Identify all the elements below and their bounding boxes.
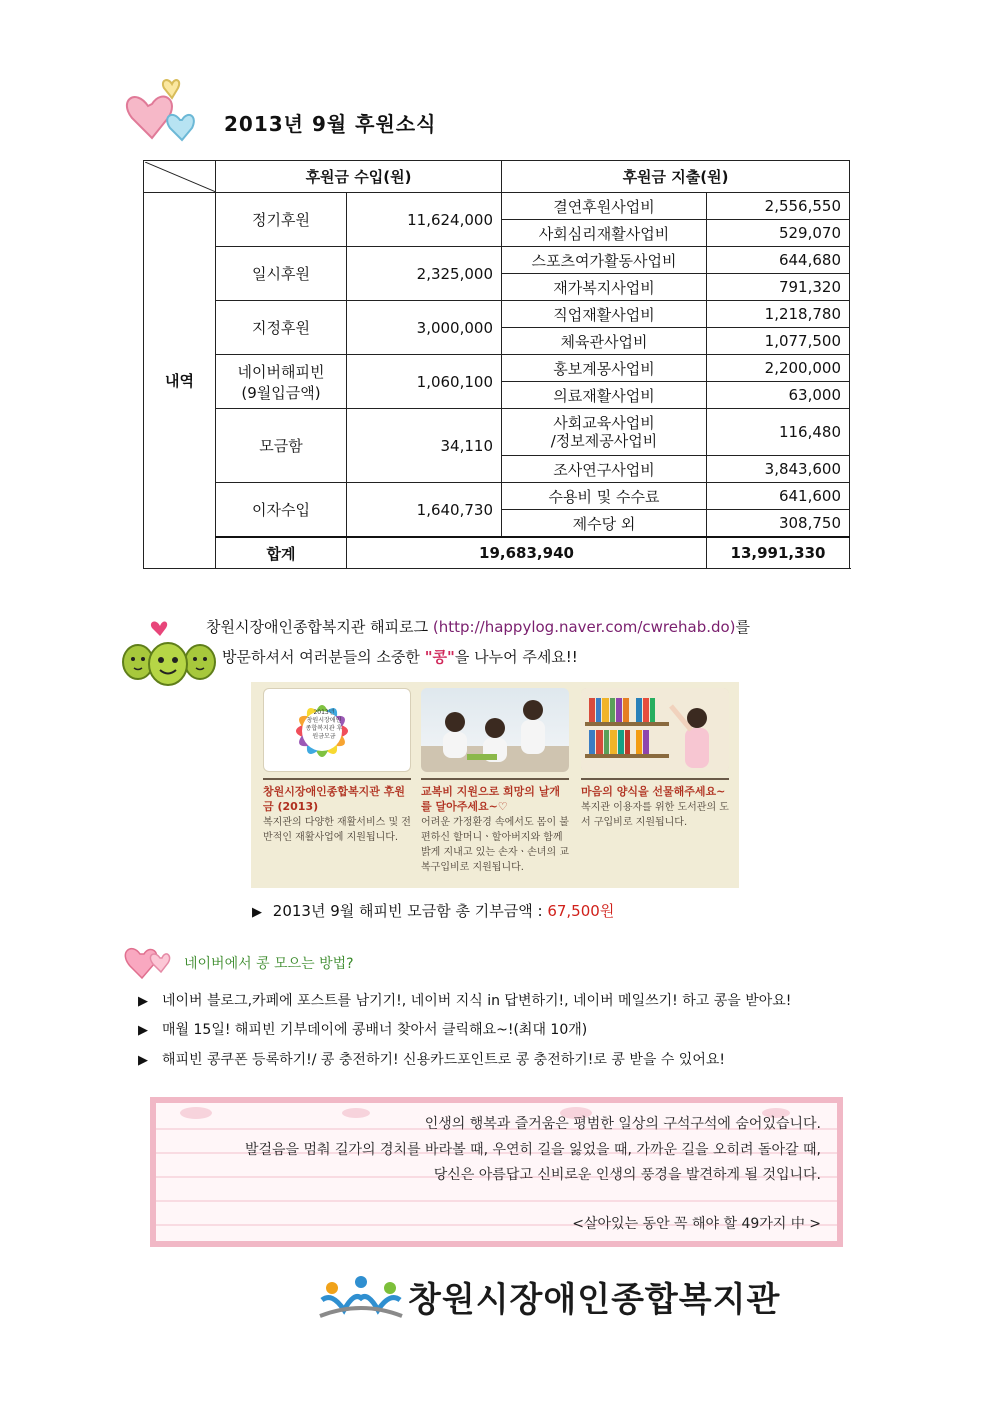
fundraising-image-caption — [304, 709, 344, 741]
total-label: 합계 — [216, 537, 347, 569]
income-amount: 2,325,000 — [347, 247, 502, 301]
happybean-total — [252, 900, 614, 921]
income-label: 정기후원 — [216, 193, 347, 247]
happylog-line2-prefix: 방문하셔서 여러분들의 소중한 — [222, 648, 420, 666]
expense-amount: 308,750 — [707, 510, 850, 538]
students-photo — [421, 688, 569, 772]
expense-label: 사회심리재활사업비 — [502, 220, 707, 247]
income-label-line2: (9월입금액) — [241, 383, 321, 402]
income-amount: 34,110 — [347, 409, 502, 483]
triangle-bullet-icon: ▶ — [138, 1023, 148, 1038]
total-income: 19,683,940 — [347, 537, 707, 569]
fundraising-image-sub: 창원시장애인종합복지관 후원금모금 — [305, 717, 343, 740]
total-row — [144, 537, 850, 569]
expense-label-line2: /정보제공사업비 — [550, 432, 658, 450]
card-divider — [421, 778, 569, 780]
table-row — [144, 483, 850, 510]
fundraising-image — [263, 688, 411, 772]
campaign-card-uniform[interactable] — [421, 688, 569, 875]
happylog-url-link[interactable]: (http://happylog.naver.com/cwrehab.do) — [432, 618, 736, 636]
income-label: 지정후원 — [216, 301, 347, 355]
table-row — [144, 409, 850, 456]
happybean-total-text: 2013년 9월 해피빈 모금함 총 기부금액 : — [272, 902, 543, 920]
pink-hearts-icon — [122, 940, 178, 980]
fundraising-image-title: 2013년 — [313, 709, 335, 716]
income-amount: 1,640,730 — [347, 483, 502, 538]
naver-section-title: 네이버에서 콩 모으는 방법? — [184, 956, 354, 972]
expense-label: 홍보계몽사업비 — [502, 355, 707, 382]
quote-line3: 당신은 아름답고 신비로운 인생의 풍경을 발견하게 될 것입니다. — [433, 1167, 821, 1183]
happylog-org: 창원시장애인종합복지관 해피로그 — [206, 618, 429, 636]
triangle-bullet-icon: ▶ — [252, 905, 262, 920]
expense-header: 후원금 지출(원) — [502, 161, 850, 193]
library-photo — [581, 688, 729, 772]
expense-label: 스포츠여가활동사업비 — [502, 247, 707, 274]
happybean-banner — [251, 682, 739, 888]
expense-amount: 641,600 — [707, 483, 850, 510]
expense-label — [502, 409, 707, 456]
expense-label-line1: 사회교육사업비 — [553, 414, 655, 432]
expense-label: 조사연구사업비 — [502, 456, 707, 483]
happybean-total-amount: 67,500원 — [547, 902, 615, 920]
table-row — [144, 301, 850, 328]
naver-bullet — [138, 1019, 587, 1039]
table-row — [144, 193, 850, 220]
card-description: 어려운 가정환경 속에서도 몸이 불편하신 할머니ㆍ할아버지와 함께 밝게 지내고 있는 손자ㆍ손녀의 교복구입비로 지원됩니다. — [421, 817, 569, 873]
campaign-card-library[interactable] — [581, 688, 729, 830]
expense-amount: 644,680 — [707, 247, 850, 274]
income-amount: 11,624,000 — [347, 193, 502, 247]
bean-characters-icon — [118, 614, 218, 692]
diagonal-line — [145, 162, 216, 192]
card-title: 창원시장애인종합복지관 후원금 (2013) — [263, 785, 405, 813]
happylog-line2 — [222, 646, 578, 667]
naver-bullet — [138, 1049, 725, 1069]
expense-label: 제수당 외 — [502, 510, 707, 538]
happylog-line1-suffix: 를 — [735, 618, 751, 636]
expense-amount: 2,556,550 — [707, 193, 850, 220]
card-divider — [263, 778, 411, 780]
naver-bullet-text: 네이버 블로그,카페에 포스트를 남기기!, 네이버 지식 in 답변하기!, 네이버 메일쓰기! 하고 콩을 받아요! — [162, 993, 792, 1009]
expense-label: 의료재활사업비 — [502, 382, 707, 409]
expense-amount: 791,320 — [707, 274, 850, 301]
row-label: 내역 — [144, 193, 216, 569]
income-amount: 1,060,100 — [347, 355, 502, 409]
naver-bullet-text: 해피빈 콩쿠폰 등록하기!/ 콩 충전하기! 신용카드포인트로 콩 충전하기!로 콩 받을 수 있어요! — [162, 1052, 725, 1068]
expense-amount: 1,077,500 — [707, 328, 850, 355]
card-description: 복지관 이용자를 위한 도서관의 도서 구입비로 지원됩니다. — [581, 802, 729, 828]
quote-source: <살아있는 동안 꼭 해야 할 49가지 中 > — [572, 1216, 821, 1232]
happylog-line2-suffix: 을 나누어 주세요!! — [454, 648, 578, 666]
expense-label: 결연후원사업비 — [502, 193, 707, 220]
org-name-logo: 창원시장애인종합복지관 — [408, 1280, 781, 1320]
expense-amount: 63,000 — [707, 382, 850, 409]
org-logo-icon — [318, 1270, 404, 1322]
expense-label: 직업재활사업비 — [502, 301, 707, 328]
naver-bullet — [138, 990, 791, 1010]
expense-amount: 2,200,000 — [707, 355, 850, 382]
income-label: 이자수입 — [216, 483, 347, 538]
income-label: 모금함 — [216, 409, 347, 483]
table-header-row — [144, 161, 850, 193]
expense-amount: 116,480 — [707, 409, 850, 456]
triangle-bullet-icon: ▶ — [138, 994, 148, 1009]
expense-amount: 3,843,600 — [707, 456, 850, 483]
kong-word: "콩" — [424, 648, 455, 666]
card-divider — [581, 778, 729, 780]
quote-line1: 인생의 행복과 즐거움은 평범한 일상의 구석구석에 숨어있습니다. — [424, 1116, 821, 1132]
card-title: 마음의 양식을 선물해주세요~ — [581, 785, 726, 798]
expense-label: 수용비 및 수수료 — [502, 483, 707, 510]
income-label — [216, 355, 347, 409]
quote-line2: 발걸음을 멈춰 길가의 경치를 바라볼 때, 우연히 길을 잃었을 때, 가까운 길을 오히려 돌아갈 때, — [244, 1142, 821, 1158]
expense-label: 재가복지사업비 — [502, 274, 707, 301]
income-header: 후원금 수입(원) — [216, 161, 502, 193]
expense-amount: 529,070 — [707, 220, 850, 247]
finance-table — [143, 160, 850, 569]
total-expense: 13,991,330 — [707, 537, 850, 569]
triangle-bullet-icon: ▶ — [138, 1053, 148, 1068]
expense-amount: 1,218,780 — [707, 301, 850, 328]
income-amount: 3,000,000 — [347, 301, 502, 355]
income-label: 일시후원 — [216, 247, 347, 301]
expense-label: 체육관사업비 — [502, 328, 707, 355]
naver-bullet-text: 매월 15일! 해피빈 기부데이에 콩배너 찾아서 클릭해요~!(최대 10개) — [162, 1022, 588, 1038]
table-row — [144, 355, 850, 382]
hearts-decoration-icon — [118, 68, 218, 148]
campaign-card-fundraising[interactable] — [263, 688, 411, 845]
table-row — [144, 247, 850, 274]
page-title: 2013년 9월 후원소식 — [224, 112, 437, 136]
students-illustration-icon — [421, 688, 569, 772]
happylog-line1 — [206, 616, 750, 637]
bookshelf-illustration-icon — [581, 688, 729, 772]
card-description: 복지관의 다양한 재활서비스 및 전반적인 재활사업에 지원됩니다. — [263, 817, 411, 843]
quote-box — [150, 1097, 843, 1247]
income-label-line1: 네이버해피빈 — [237, 362, 325, 381]
card-title: 교복비 지원으로 희망의 날개를 달아주세요~♡ — [421, 785, 560, 813]
